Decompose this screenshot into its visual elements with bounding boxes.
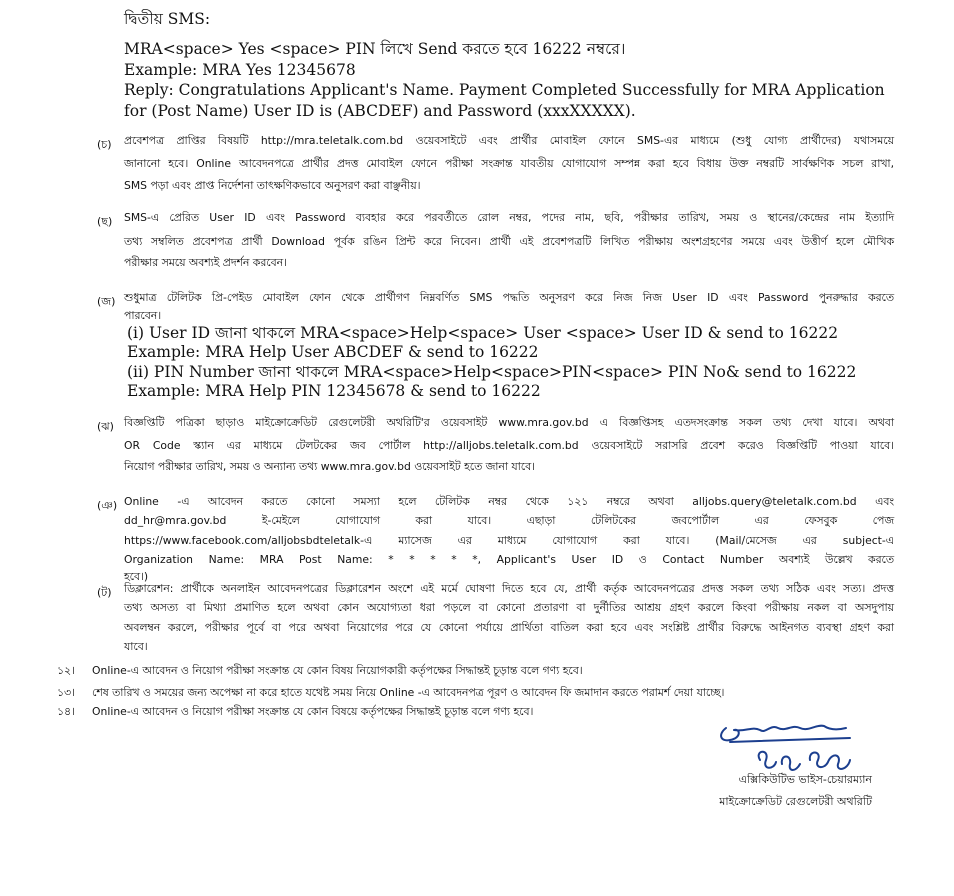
- item-jha-line: OR Code স্ক্যান এর মাধ্যমে টেলটকের জব পোর্টাল http://alljobs.teletalk.com.bd ওয়েবসাইটে সরাসরি প্রবেশ করেও বিজ্ঞপ্তিটি পাওয়া যাবে।: [124, 439, 894, 452]
- numbered-item-text: শেষ তারিখ ও সময়ের জন্য অপেক্ষা না করে হাতে যথেষ্ট সময় নিয়ে Online -এ আবেদনপত্র পূরণ ও আবেদন ফি জমাদান করতে পরামর্শ দেয়া যাচ্ছে।: [92, 686, 725, 699]
- numbered-item-text: Online-এ আবেদন ও নিয়োগ পরীক্ষা সংক্রান্ত যে কোন বিষয় নিয়োগকারী কর্তৃপক্ষের সিদ্ধান্তই চূড়ান্ত বলে গণ্য হবে।: [92, 664, 583, 677]
- numbered-item-number: ১৩।: [57, 686, 75, 699]
- item-nya-line: Online -এ আবেদন করতে কোনো সমস্যা হলে টেলিটক নম্বর থেকে ১২১ নম্বরে অথবা alljobs.query@teletalk.com.bd এবং: [124, 495, 894, 508]
- sms2-example: Example: MRA Yes 12345678: [124, 61, 356, 79]
- item-ta-line: যাবে।: [124, 640, 148, 653]
- sms2-reply: Reply: Congratulations Applicant's Name. Payment Completed Successfully for MRA Application: [124, 81, 885, 99]
- item-nya-line: https://www.facebook.com/alljobsbdteletalk-এ ম্যাসেজ এর মাধ্যমে যোগাযোগ করা যাবে। (Mail/মেসেজ এর subject-এ: [124, 534, 894, 547]
- numbered-item: [0, 684, 940, 704]
- item-label-cha: (চ): [97, 138, 112, 151]
- item-nya-line: dd_hr@mra.gov.bd ই-মেইলে যোগাযোগ করা যাবে। এছাড়া টেলিটকের জবপোর্টাল এর ফেসবুক পেজ: [124, 514, 894, 527]
- item-ja-sub-line: (i) User ID জানা থাকলে MRA<space>Help<space> User <space> User ID & send to 16222: [127, 324, 839, 342]
- item-label-jha: (ঝ): [97, 420, 114, 433]
- item-chha-line: পরীক্ষার সময়ে অবশ্যই প্রদর্শন করবেন।: [124, 256, 287, 269]
- numbered-item-number: ১২।: [57, 664, 75, 677]
- sms2-reply-cont: for (Post Name) User ID is (ABCDEF) and Password (xxxXXXXX).: [124, 102, 636, 120]
- item-ja-line: শুধুমাত্র টেলিটক প্রি-পেইড মোবাইল ফোন থেকে প্রার্থীগণ নিম্নবর্ণিত SMS পদ্ধতি অনুসরণ করে নিজ নিজ User ID এবং Password পুনরুদ্ধার করতে: [124, 291, 894, 304]
- sms2-heading: দ্বিতীয় SMS:: [124, 10, 211, 28]
- item-label-nya: (ঞ): [97, 499, 118, 512]
- item-cha-line: জানানো হবে। Online আবেদনপত্রে প্রার্থীর প্রদত্ত মোবাইল ফোনে পরীক্ষা সংক্রান্ত যাবতীয় যোগাযোগ সম্পন্ন করা হবে বিধায় উক্ত নম্বরটি সার্বক্ষণিক সচল রাখা,: [124, 157, 894, 170]
- item-ja-line: পারবেন।: [124, 309, 162, 322]
- signatory-organization: মাইক্রোক্রেডিট রেগুলেটরী অথরিটি: [719, 795, 872, 808]
- signatory-title: এক্সিকিউটিভ ভাইস-চেয়ারম্যান: [738, 773, 872, 786]
- item-ja-sub-line: Example: MRA Help PIN 12345678 & send to 16222: [127, 382, 541, 400]
- item-label-ja: (জ): [97, 295, 116, 308]
- sms2-line1: MRA<space> Yes <space> PIN লিখে Send করতে হবে 16222 নম্বরে।: [124, 40, 626, 58]
- item-ta-line: ডিক্লারেশন: প্রার্থীকে অনলাইন আবেদনপত্রের ডিক্লারেশন অংশে এই মর্মে ঘোষণা দিতে হবে যে, প্রার্থী কর্তৃক আবেদনপত্রের প্রদত্ত সকল তথ্য সঠিক এবং সত্য। প্রদত্ত: [124, 582, 894, 595]
- item-label-chha: (ছ): [97, 215, 113, 228]
- item-cha-line: প্রবেশপত্র প্রাপ্তির বিষয়টি http://mra.teletalk.com.bd ওয়েবসাইটে এবং প্রার্থীর মোবাইল ফোনে SMS-এর মাধ্যমে (শুধু যোগ্য প্রার্থীদের) যথাসময়ে: [124, 134, 894, 147]
- item-nya-line: Organization Name: MRA Post Name: * * * * *, Applicant's User ID ও Contact Number অবশ্যই উল্লেখ করতে: [124, 553, 894, 566]
- item-ja-sub-line: (ii) PIN Number জানা থাকলে MRA<space>Help<space>PIN<space> PIN No& send to 16222: [127, 363, 857, 381]
- item-ta-line: তথ্য অসত্য বা মিথ্যা প্রমাণিত হলে অথবা কোন অযোগ্যতা ধরা পড়লে বা কোনো প্রতারণা বা দুর্নীতির আশ্রয় গ্রহণ করলে কিংবা পরীক্ষায় নকল বা অসদুপায়: [124, 601, 894, 614]
- item-jha-line: বিজ্ঞপ্তিটি পত্রিকা ছাড়াও মাইক্রোক্রেডিট রেগুলেটরী অথরিটি'র ওয়েবসাইট www.mra.gov.bd এ বিজ্ঞপ্তিসহ এতদসংক্রান্ত সকল তথ্য দেখা যাবে। অথবা: [124, 416, 894, 429]
- item-nya-line: হবে।): [124, 570, 149, 583]
- item-cha-line: SMS পড়া এবং প্রাপ্ত নির্দেশনা তাৎক্ষণিকভাবে অনুসরণ করা বাঞ্ছনীয়।: [124, 179, 421, 192]
- item-chha-line: SMS-এ প্রেরিত User ID এবং Password ব্যবহার করে পরবর্তীতে রোল নম্বর, পদের নাম, ছবি, পরীক্ষার তারিখ, সময় ও স্থানের/কেন্দ্রের নাম ইত্যাদি: [124, 211, 894, 224]
- item-chha-line: তথ্য সম্বলিত প্রবেশপত্র প্রার্থী Download পূর্বক রঙিন প্রিন্ট করে নিবেন। প্রার্থী এই প্রবেশপত্রটি লিখিত পরীক্ষায় অংশগ্রহণের সময়ে এবং উত্তীর্ণ হলে মৌখিক: [124, 235, 894, 248]
- item-ta-line: অবলম্বন করলে, পরীক্ষার পূর্বে বা পরে অথবা নিয়োগের পরে যে কোনো পর্যায়ে প্রার্থিতা বাতিল করা হবে এবং সংশ্লিষ্ট প্রার্থীর বিরুদ্ধে আইনগত ব্যবস্থা গ্রহণ করা: [124, 621, 894, 634]
- item-ja-sub-line: Example: MRA Help User ABCDEF & send to 16222: [127, 343, 539, 361]
- numbered-item: [0, 662, 940, 682]
- item-label-ta: (ট): [97, 586, 112, 599]
- item-jha-line: নিয়োগ পরীক্ষার তারিখ, সময় ও অন্যান্য তথ্য www.mra.gov.bd ওয়েবসাইট হতে জানা যাবে।: [124, 460, 535, 473]
- numbered-item-text: Online-এ আবেদন ও নিয়োগ পরীক্ষা সংক্রান্ত যে কোন বিষয়ে কর্তৃপক্ষের সিদ্ধান্তই চূড়ান্ত বলে গণ্য হবে।: [92, 705, 534, 718]
- numbered-item-number: ১৪।: [57, 705, 75, 718]
